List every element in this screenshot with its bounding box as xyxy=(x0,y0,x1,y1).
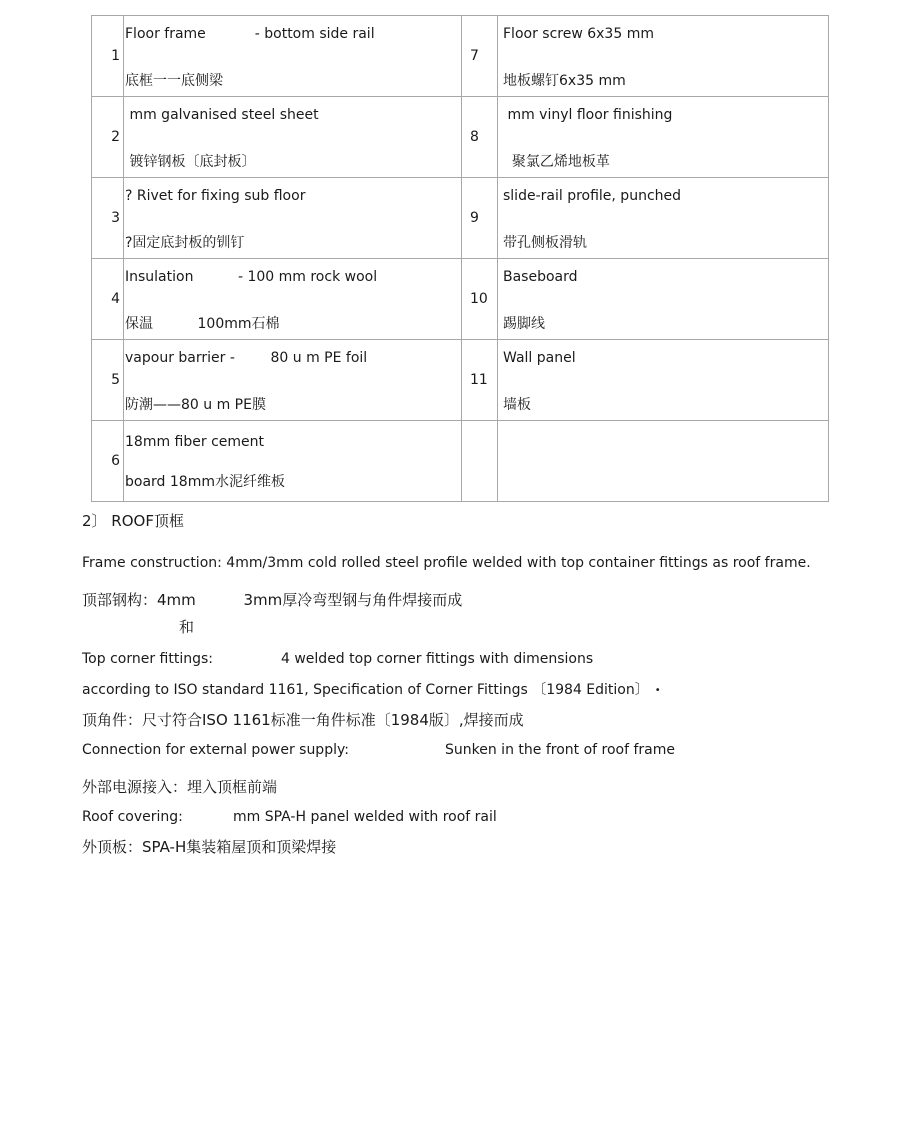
part-number-cell xyxy=(92,421,124,502)
part-description-cell xyxy=(124,259,462,340)
part-number: 2 xyxy=(111,129,120,145)
empty-cell xyxy=(498,421,829,502)
roof-covering-value: mm SPA-H panel welded with roof rail xyxy=(233,809,497,825)
frame-construction-cn: 顶部钢构：4mm 3mm厚冷弯型钢与角件焊接而成 xyxy=(82,591,463,609)
part-name-cn: 聚氯乙烯地板革 xyxy=(503,154,610,170)
part-name-cn: 镀锌钢板〔底封板〕 xyxy=(125,154,256,170)
part-description-cell xyxy=(498,259,829,340)
part-number-cell xyxy=(462,97,498,178)
part-number: 10 xyxy=(470,291,488,307)
roof-covering-cn: 外顶板：SPA-H集装箱屋顶和顶梁焊接 xyxy=(82,838,337,856)
part-name-en: Insulation - 100 mm rock wool xyxy=(125,269,378,285)
part-number-cell xyxy=(462,178,498,259)
part-description-cell xyxy=(124,97,462,178)
empty-cell xyxy=(462,421,498,502)
table-row xyxy=(92,97,829,178)
parts-table xyxy=(91,15,829,502)
table-row xyxy=(92,16,829,97)
part-name-cn: 地板螺钉6x35 mm xyxy=(503,73,626,89)
corner-fittings-iso-line xyxy=(82,681,661,701)
section-heading-roof: 2〕 ROOF顶框 xyxy=(82,512,184,530)
part-name-cn: 踢脚线 xyxy=(503,316,545,332)
part-number-cell xyxy=(462,259,498,340)
part-description-cell xyxy=(124,16,462,97)
part-name-en: 18mm fiber cement xyxy=(125,434,264,450)
part-number: 3 xyxy=(111,210,120,226)
external-power-value: Sunken in the front of roof frame xyxy=(445,742,675,758)
frame-construction-cn-sub: 和 xyxy=(179,618,195,636)
frame-construction-text: Frame construction: 4mm/3mm cold rolled steel profile welded with top container fittings as roof frame. xyxy=(82,555,811,571)
table-row xyxy=(92,178,829,259)
part-name-en: slide-rail profile, punched xyxy=(503,188,682,204)
table-row xyxy=(92,340,829,421)
part-number: 1 xyxy=(111,48,120,64)
part-number-cell xyxy=(462,340,498,421)
part-number: 5 xyxy=(111,372,120,388)
part-number-cell xyxy=(92,340,124,421)
part-name-en: Floor frame - bottom side rail xyxy=(125,26,375,42)
part-number: 4 xyxy=(111,291,120,307)
part-description-cell xyxy=(124,421,462,502)
part-name-cn: 带孔侧板滑轨 xyxy=(503,235,587,251)
bullet-mark: • xyxy=(654,685,661,696)
table-row xyxy=(92,421,829,502)
part-number: 7 xyxy=(470,48,479,64)
top-corner-fittings-label: Top corner fittings: xyxy=(82,651,213,667)
part-name-en: Baseboard xyxy=(503,269,578,285)
external-power-label: Connection for external power supply: xyxy=(82,742,349,758)
part-name-en: mm galvanised steel sheet xyxy=(125,107,319,123)
part-description-cell xyxy=(498,178,829,259)
part-number: 11 xyxy=(470,372,488,388)
part-name-en: Wall panel xyxy=(503,350,576,366)
top-corner-fittings-value: 4 welded top corner fittings with dimensions xyxy=(281,651,594,667)
part-description-cell xyxy=(498,340,829,421)
part-name-cn: 防潮——80 u m PE膜 xyxy=(125,397,266,413)
external-power-cn: 外部电源接入：埋入顶框前端 xyxy=(82,778,278,796)
part-number-cell xyxy=(92,16,124,97)
corner-fittings-iso-text: according to ISO standard 1161, Specification of Corner Fittings 〔1984 Edition〕 xyxy=(82,682,649,698)
table-row xyxy=(92,259,829,340)
part-number: 6 xyxy=(111,453,120,469)
part-name-cn: board 18mm水泥纤维板 xyxy=(125,474,285,490)
part-description-cell xyxy=(124,178,462,259)
part-number: 9 xyxy=(470,210,479,226)
part-name-cn: 底框一一底侧梁 xyxy=(125,73,223,89)
part-number-cell xyxy=(92,97,124,178)
part-description-cell xyxy=(498,97,829,178)
part-name-cn: 墙板 xyxy=(503,397,531,413)
part-number-cell xyxy=(92,178,124,259)
part-description-cell xyxy=(124,340,462,421)
top-corner-fittings-cn: 顶角件：尺寸符合ISO 1161标准一角件标准〔1984版〕,焊接而成 xyxy=(82,711,524,729)
part-name-cn: 保温 100mm石棉 xyxy=(125,316,280,332)
part-number: 8 xyxy=(470,129,479,145)
part-description-cell xyxy=(498,16,829,97)
part-name-en: Floor screw 6x35 mm xyxy=(503,26,654,42)
part-name-en: ? Rivet for fixing sub floor xyxy=(125,188,306,204)
part-number-cell xyxy=(92,259,124,340)
part-name-en: vapour barrier - 80 u m PE foil xyxy=(125,350,368,366)
part-number-cell xyxy=(462,16,498,97)
part-name-en: mm vinyl floor finishing xyxy=(503,107,673,123)
roof-covering-label: Roof covering: xyxy=(82,809,183,825)
part-name-cn: ?固定底封板的钏钉 xyxy=(125,235,245,251)
